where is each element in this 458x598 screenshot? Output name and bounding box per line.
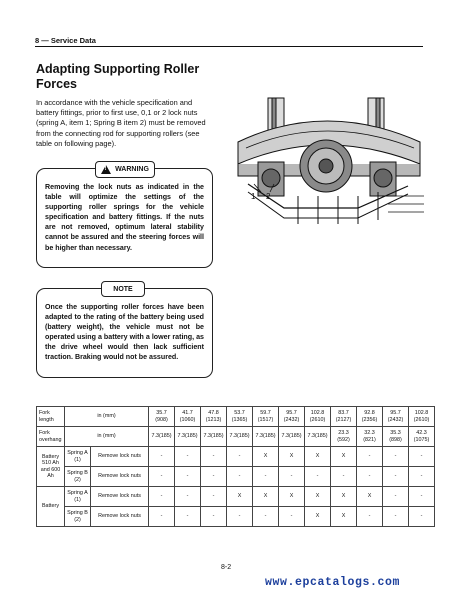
table-cell: X (279, 447, 305, 467)
table-cell: - (175, 487, 201, 507)
fork-length-cell: 47.8 (1213) (201, 407, 227, 427)
callout-1: 1 (251, 192, 256, 201)
fork-overhang-cell: 35.3 (898) (383, 427, 409, 447)
table-cell: X (305, 507, 331, 527)
table-cell: - (279, 467, 305, 487)
spring-a-label: Spring A (1) (65, 487, 91, 507)
header-rule (35, 46, 423, 47)
note-box (36, 285, 213, 378)
warning-label: WARNING (115, 166, 149, 173)
table-cell: - (201, 447, 227, 467)
fork-overhang-label: Fork overhang (37, 427, 65, 447)
table-cell: - (253, 467, 279, 487)
table-cell: X (331, 507, 357, 527)
table-cell: X (305, 447, 331, 467)
fork-overhang-cell: 32.3 (821) (357, 427, 383, 447)
table-cell: X (253, 447, 279, 467)
warning-box (36, 168, 213, 268)
warning-icon (101, 165, 111, 174)
table-cell: - (227, 507, 253, 527)
fork-overhang-cell: 7.3(185) (201, 427, 227, 447)
remove-lock-nuts-label: Remove lock nuts (91, 487, 149, 507)
fork-length-cell: 35.7 (908) (149, 407, 175, 427)
spring-b-label: Spring B (2) (65, 467, 91, 487)
note-text: Once the supporting roller forces have been adapted to the rating of the battery being used (battery weight), the vehicle must not be operated using a battery with a lower rating, as the drive wheel would then lack sufficient traction. Braking would not be assured. (45, 303, 204, 362)
table-cell: - (305, 467, 331, 487)
table-cell: - (201, 507, 227, 527)
fork-overhang-unit: in (mm) (65, 427, 149, 447)
fork-overhang-cell: 7.3(185) (149, 427, 175, 447)
table-cell: X (279, 487, 305, 507)
remove-lock-nuts-label: Remove lock nuts (91, 507, 149, 527)
table-cell: - (149, 507, 175, 527)
table-cell: - (149, 447, 175, 467)
table-cell: - (175, 467, 201, 487)
table-cell: - (383, 487, 409, 507)
intro-paragraph: In accordance with the vehicle specification and battery fittings, prior to first use, 0,1 or 2 lock nuts (spring A, item 1; Spring B item 2) must be removed from the connecting rod for supporting rollers (see table on following page). (36, 98, 206, 148)
fork-length-cell: 53.7 (1365) (227, 407, 253, 427)
table-cell: - (175, 507, 201, 527)
fork-length-label: Fork length (37, 407, 65, 427)
table-cell: - (357, 467, 383, 487)
fork-overhang-cell: 23.3 (592) (331, 427, 357, 447)
fork-overhang-cell: 42.3 (1075) (409, 427, 435, 447)
table-cell: - (149, 467, 175, 487)
note-badge: NOTE (101, 281, 145, 297)
spring-b-label: Spring B (2) (65, 507, 91, 527)
fork-length-cell: 102.8 (2610) (409, 407, 435, 427)
spring-a-label: Spring A (1) (65, 447, 91, 467)
table-cell: - (383, 467, 409, 487)
fork-length-cell: 95.7 (2432) (279, 407, 305, 427)
table-cell: X (331, 487, 357, 507)
table-cell: X (331, 447, 357, 467)
fork-overhang-cell: 7.3(185) (175, 427, 201, 447)
table-cell: - (149, 487, 175, 507)
fork-length-cell: 41.7 (1060) (175, 407, 201, 427)
table-cell: - (201, 467, 227, 487)
warning-text: Removing the lock nuts as indicated in the table will optimize the settings of the supporting roller springs for the vehicle specification and battery fittings. If the nuts are not removed, optimum lateral stability cannot be assured and the steering forces will be higher than necessary. (45, 183, 204, 252)
table-cell: - (409, 447, 435, 467)
battery-group-1-label: Battery 510 Ah and 600 Ah (37, 447, 65, 487)
remove-lock-nuts-label: Remove lock nuts (91, 447, 149, 467)
table-cell: X (253, 487, 279, 507)
table-cell: X (227, 487, 253, 507)
table-cell: - (227, 447, 253, 467)
table-cell: X (305, 487, 331, 507)
table-cell: - (201, 487, 227, 507)
fork-overhang-cell: 7.3(185) (305, 427, 331, 447)
table-cell: - (175, 447, 201, 467)
table-cell: - (357, 447, 383, 467)
fork-length-cell: 92.8 (2356) (357, 407, 383, 427)
battery-group-2-label: Battery (37, 487, 65, 527)
lock-nut-table (36, 406, 435, 527)
table-cell: - (409, 507, 435, 527)
fork-length-cell: 102.8 (2610) (305, 407, 331, 427)
table-cell: - (279, 507, 305, 527)
footer-url[interactable]: www.epcatalogs.com (265, 576, 401, 589)
warning-badge (95, 161, 155, 178)
supporting-roller-illustration (228, 96, 426, 226)
fork-overhang-cell: 7.3(185) (227, 427, 253, 447)
table-cell: - (409, 467, 435, 487)
fork-overhang-cell: 7.3(185) (253, 427, 279, 447)
table-cell: - (227, 467, 253, 487)
fork-length-unit: in (mm) (65, 407, 149, 427)
section-header: 8 — Service Data (35, 36, 96, 45)
table-cell: - (357, 507, 383, 527)
table-cell: - (253, 507, 279, 527)
table-cell: - (331, 467, 357, 487)
fork-overhang-cell: 7.3(185) (279, 427, 305, 447)
fork-length-cell: 83.7 (2127) (331, 407, 357, 427)
fork-length-cell: 59.7 (1517) (253, 407, 279, 427)
callout-2: 2 (266, 192, 271, 201)
table-cell: - (409, 487, 435, 507)
table-cell: - (383, 447, 409, 467)
fork-length-cell: 95.7 (2432) (383, 407, 409, 427)
remove-lock-nuts-label: Remove lock nuts (91, 467, 149, 487)
page-number: 8-2 (221, 564, 232, 571)
table-cell: - (383, 507, 409, 527)
table-cell: X (357, 487, 383, 507)
page-title: Adapting Supporting Roller Forces (36, 62, 200, 91)
